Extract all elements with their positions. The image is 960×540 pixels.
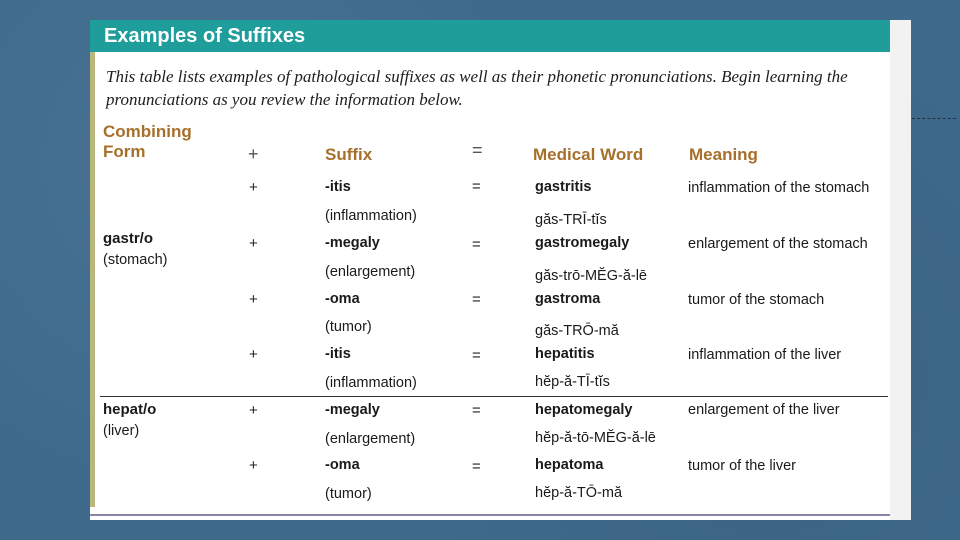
medical-word: hepatitis <box>535 346 595 362</box>
medical-word: gastritis <box>535 179 592 195</box>
col-header-combining-line1: Combining <box>103 122 192 141</box>
page-title: Examples of Suffixes <box>104 25 306 47</box>
group-translation-stomach: (stomach) <box>103 252 168 268</box>
equals-operator: = <box>472 178 481 195</box>
bottom-rule <box>90 514 890 516</box>
col-header-equals: = <box>472 140 483 160</box>
pronunciation: găs-TRĪ-tĭs <box>535 212 607 228</box>
equals-operator: = <box>472 458 481 475</box>
suffix-meaning: (enlargement) <box>325 264 416 280</box>
col-header-medical-word: Medical Word <box>533 145 644 164</box>
suffix-meaning: (tumor) <box>325 486 372 502</box>
equals-operator: = <box>472 236 481 253</box>
medical-word: gastromegaly <box>535 235 630 251</box>
meaning: tumor of the liver <box>688 458 796 474</box>
plus-operator: + <box>249 346 258 363</box>
plus-operator: + <box>249 179 258 196</box>
medical-word: hepatomegaly <box>535 402 633 418</box>
suffix-term: -itis <box>325 179 351 195</box>
pronunciation: hĕp-ă-TŌ-mă <box>535 485 623 501</box>
meaning: inflammation of the stomach <box>688 180 870 196</box>
pronunciation: găs-trō-MĔG-ă-lē <box>535 268 647 284</box>
suffix-meaning: (tumor) <box>325 319 372 335</box>
suffix-meaning: (inflammation) <box>325 375 417 391</box>
suffix-term: -itis <box>325 346 351 362</box>
equals-operator: = <box>472 347 481 364</box>
group-divider <box>100 396 888 397</box>
medical-word: hepatoma <box>535 457 604 473</box>
group-form-gastr: gastr/o <box>103 230 154 247</box>
document-page <box>90 20 911 520</box>
col-header-plus: + <box>248 144 259 164</box>
title-bar <box>90 20 890 52</box>
right-margin-strip <box>890 20 911 520</box>
suffix-term: -oma <box>325 457 360 473</box>
col-header-combining-line2: Form <box>103 142 146 161</box>
suffix-meaning: (enlargement) <box>325 431 416 447</box>
plus-operator: + <box>249 402 258 419</box>
suffix-term: -megaly <box>325 402 380 418</box>
meaning: enlargement of the stomach <box>688 236 868 252</box>
suffix-term: -oma <box>325 291 360 307</box>
pronunciation: hĕp-ă-tō-MĔG-ă-lē <box>535 430 656 446</box>
equals-operator: = <box>472 291 481 308</box>
meaning: enlargement of the liver <box>688 402 840 418</box>
intro-paragraph: This table lists examples of pathological suffixes as well as their phonetic pronunciations. Begin learning the pronunciations as you review the information below. <box>106 67 848 109</box>
col-header-combining-form <box>103 122 192 162</box>
suffix-meaning: (inflammation) <box>325 208 417 224</box>
medical-word: gastroma <box>535 291 601 307</box>
left-accent-rule <box>90 52 95 507</box>
plus-operator: + <box>249 291 258 308</box>
meaning: tumor of the stomach <box>688 292 825 308</box>
plus-operator: + <box>249 235 258 252</box>
pronunciation: hĕp-ă-TĪ-tĭs <box>535 374 610 390</box>
pronunciation: găs-TRŌ-mă <box>535 323 619 339</box>
col-header-suffix: Suffix <box>325 145 373 164</box>
meaning: inflammation of the liver <box>688 347 842 363</box>
plus-operator: + <box>249 457 258 474</box>
equals-operator: = <box>472 402 481 419</box>
suffix-term: -megaly <box>325 235 380 251</box>
group-translation-liver: (liver) <box>103 423 140 439</box>
decorative-dash-line <box>912 118 956 120</box>
col-header-meaning: Meaning <box>689 145 758 164</box>
group-form-hepat: hepat/o <box>103 401 157 418</box>
